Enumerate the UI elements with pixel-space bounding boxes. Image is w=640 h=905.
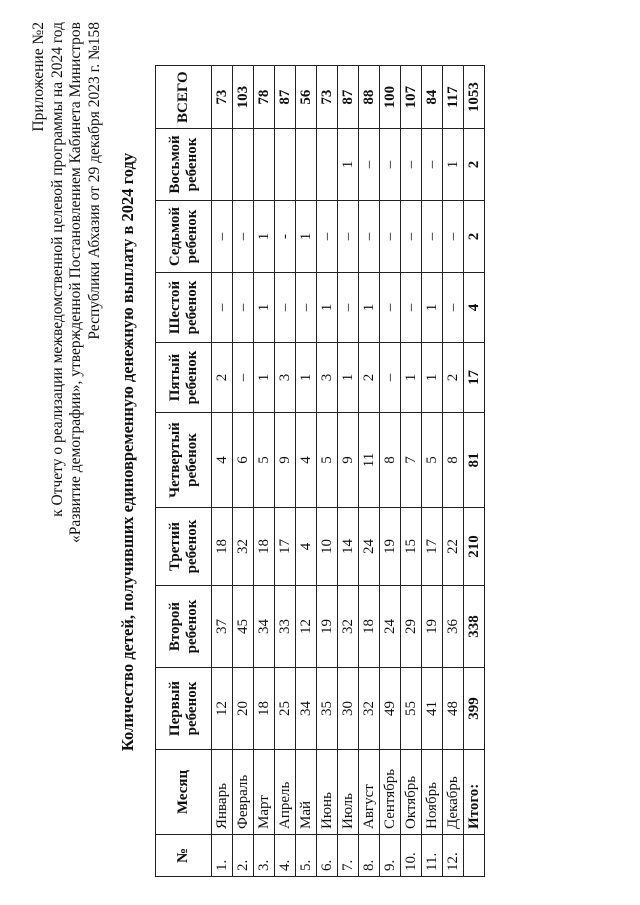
table-row <box>296 66 317 877</box>
total-cell: 210 <box>464 508 485 586</box>
count-cell <box>275 129 296 201</box>
count-cell: 36 <box>443 586 464 668</box>
count-cell: 1 <box>296 343 317 413</box>
count-cell: 100 <box>380 66 401 129</box>
column-header: Восьмой ребенок <box>156 129 212 201</box>
count-cell: 14 <box>338 508 359 586</box>
table-row <box>317 66 338 877</box>
count-cell: 9 <box>275 413 296 508</box>
count-cell: 5 <box>317 413 338 508</box>
header-line-4: Республики Абхазия от 29 декабря 2023 г. №158 <box>85 22 103 340</box>
count-cell: 73 <box>212 66 233 129</box>
table-row <box>338 66 359 877</box>
count-cell: 29 <box>401 586 422 668</box>
count-cell: 1 <box>254 343 275 413</box>
month-cell: Сентябрь <box>380 750 401 835</box>
count-cell: 1 <box>443 129 464 201</box>
month-cell: Февраль <box>233 750 254 835</box>
count-cell: 117 <box>443 66 464 129</box>
column-header: Третий ребенок <box>156 508 212 586</box>
count-cell: 84 <box>422 66 443 129</box>
count-cell: 78 <box>254 66 275 129</box>
table-row <box>443 66 464 877</box>
table-row <box>401 66 422 877</box>
table-row <box>275 66 296 877</box>
month-cell: Август <box>359 750 380 835</box>
count-cell: 107 <box>401 66 422 129</box>
count-cell <box>254 129 275 201</box>
count-cell: – <box>338 273 359 343</box>
row-number: 9. <box>380 835 401 877</box>
column-header: Первый ребенок <box>156 668 212 750</box>
count-cell: 6 <box>233 413 254 508</box>
count-cell: 1 <box>296 201 317 273</box>
count-cell: – <box>380 343 401 413</box>
count-cell: – <box>380 201 401 273</box>
column-header: Седьмой ребенок <box>156 201 212 273</box>
total-cell: 4 <box>464 273 485 343</box>
count-cell: – <box>233 273 254 343</box>
count-cell: – <box>380 273 401 343</box>
count-cell: 1 <box>254 273 275 343</box>
column-header: Второй ребенок <box>156 586 212 668</box>
table-header-row <box>156 66 212 877</box>
count-cell: 2 <box>359 343 380 413</box>
count-cell: – <box>401 273 422 343</box>
count-cell: 18 <box>254 508 275 586</box>
document-title: Количество детей, получивших единовременную денежную выплату в 2024 году <box>118 152 137 752</box>
column-header: Пятый ребенок <box>156 343 212 413</box>
count-cell: 15 <box>401 508 422 586</box>
count-cell <box>233 129 254 201</box>
count-cell: – <box>401 201 422 273</box>
count-cell: 87 <box>338 66 359 129</box>
count-cell: 32 <box>338 586 359 668</box>
row-number: 6. <box>317 835 338 877</box>
count-cell <box>212 129 233 201</box>
total-cell: 399 <box>464 668 485 750</box>
count-cell: 19 <box>422 586 443 668</box>
count-cell: 1 <box>422 273 443 343</box>
row-number: 12. <box>443 835 464 877</box>
count-cell: 22 <box>443 508 464 586</box>
table-row <box>359 66 380 877</box>
count-cell: – <box>275 273 296 343</box>
count-cell: – <box>359 129 380 201</box>
count-cell: 12 <box>212 668 233 750</box>
table-row <box>380 66 401 877</box>
count-cell: – <box>422 129 443 201</box>
table-row <box>233 66 254 877</box>
month-cell: Декабрь <box>443 750 464 835</box>
row-number: 4. <box>275 835 296 877</box>
count-cell: 24 <box>359 508 380 586</box>
count-cell: 5 <box>254 413 275 508</box>
row-number: 2. <box>233 835 254 877</box>
count-cell: – <box>380 129 401 201</box>
count-cell: – <box>422 201 443 273</box>
column-header: № <box>156 835 212 877</box>
count-cell: 2 <box>212 343 233 413</box>
month-cell: Октябрь <box>401 750 422 835</box>
month-cell: Март <box>254 750 275 835</box>
month-cell: Апрель <box>275 750 296 835</box>
count-cell: 19 <box>317 586 338 668</box>
table-row <box>254 66 275 877</box>
count-cell: 7 <box>401 413 422 508</box>
count-cell: 55 <box>401 668 422 750</box>
count-cell: 45 <box>233 586 254 668</box>
row-number: 5. <box>296 835 317 877</box>
count-cell: 4 <box>212 413 233 508</box>
total-cell: 2 <box>464 201 485 273</box>
row-number: 8. <box>359 835 380 877</box>
month-cell: Июль <box>338 750 359 835</box>
count-cell: 37 <box>212 586 233 668</box>
count-cell: – <box>317 201 338 273</box>
table-row <box>422 66 443 877</box>
count-cell: 4 <box>296 413 317 508</box>
count-cell: 3 <box>317 343 338 413</box>
count-cell: – <box>359 201 380 273</box>
count-cell: 4 <box>296 508 317 586</box>
column-header: Месяц <box>156 750 212 835</box>
count-cell: – <box>443 201 464 273</box>
totals-row <box>464 66 485 877</box>
table-body <box>212 66 485 877</box>
count-cell: 30 <box>338 668 359 750</box>
count-cell: 41 <box>422 668 443 750</box>
count-cell: 73 <box>317 66 338 129</box>
row-number: 11. <box>422 835 443 877</box>
count-cell: 103 <box>233 66 254 129</box>
count-cell: – <box>233 343 254 413</box>
header-line-3: «Развитие демографии», утвержденной Постановлением Кабинета Министров <box>67 22 84 544</box>
header-line-1: Приложение №2 <box>30 22 47 132</box>
count-cell: 1 <box>422 343 443 413</box>
total-cell: 2 <box>464 129 485 201</box>
row-number: 10. <box>401 835 422 877</box>
count-cell: 49 <box>380 668 401 750</box>
total-cell <box>464 835 485 877</box>
row-number: 1. <box>212 835 233 877</box>
count-cell: 9 <box>338 413 359 508</box>
count-cell: 56 <box>296 66 317 129</box>
count-cell: 17 <box>422 508 443 586</box>
total-cell: 17 <box>464 343 485 413</box>
count-cell: 1 <box>317 273 338 343</box>
count-cell: – <box>443 273 464 343</box>
column-header: Четвертый ребенок <box>156 413 212 508</box>
row-number: 3. <box>254 835 275 877</box>
count-cell: 18 <box>254 668 275 750</box>
count-cell: 3 <box>275 343 296 413</box>
payments-table <box>155 65 485 877</box>
count-cell: 34 <box>296 668 317 750</box>
row-number: 7. <box>338 835 359 877</box>
count-cell: 33 <box>275 586 296 668</box>
count-cell: 1 <box>254 201 275 273</box>
count-cell: 5 <box>422 413 443 508</box>
count-cell: – <box>401 129 422 201</box>
count-cell: 8 <box>380 413 401 508</box>
count-cell <box>296 129 317 201</box>
count-cell <box>317 129 338 201</box>
count-cell: 8 <box>443 413 464 508</box>
count-cell: 12 <box>296 586 317 668</box>
count-cell: 34 <box>254 586 275 668</box>
count-cell: – <box>212 201 233 273</box>
month-cell: Январь <box>212 750 233 835</box>
count-cell: 2 <box>443 343 464 413</box>
count-cell: 1 <box>359 273 380 343</box>
appendix-header <box>30 22 104 543</box>
count-cell: 1 <box>338 343 359 413</box>
header-line-2: к Отчету о реализации межведомственной целевой программы на 2024 год <box>48 22 66 517</box>
total-cell: 81 <box>464 413 485 508</box>
count-cell: 32 <box>359 668 380 750</box>
count-cell: 20 <box>233 668 254 750</box>
count-cell: 10 <box>317 508 338 586</box>
count-cell: 87 <box>275 66 296 129</box>
table-row <box>212 66 233 877</box>
count-cell: 25 <box>275 668 296 750</box>
count-cell: 18 <box>359 586 380 668</box>
count-cell: 32 <box>233 508 254 586</box>
column-header: Шестой ребенок <box>156 273 212 343</box>
total-cell: 338 <box>464 586 485 668</box>
count-cell: – <box>212 273 233 343</box>
count-cell: 1 <box>338 129 359 201</box>
month-cell: Ноябрь <box>422 750 443 835</box>
count-cell: 11 <box>359 413 380 508</box>
count-cell: 19 <box>380 508 401 586</box>
count-cell: – <box>233 201 254 273</box>
column-header: ВСЕГО <box>156 66 212 129</box>
count-cell: 88 <box>359 66 380 129</box>
count-cell: 17 <box>275 508 296 586</box>
totals-label: Итого: <box>464 750 485 835</box>
count-cell: - <box>275 201 296 273</box>
count-cell: 24 <box>380 586 401 668</box>
count-cell: 48 <box>443 668 464 750</box>
count-cell: 18 <box>212 508 233 586</box>
count-cell: 35 <box>317 668 338 750</box>
document-page <box>20 12 620 892</box>
month-cell: Июнь <box>317 750 338 835</box>
total-cell: 1053 <box>464 66 485 129</box>
count-cell: – <box>296 273 317 343</box>
month-cell: Май <box>296 750 317 835</box>
count-cell: 1 <box>401 343 422 413</box>
count-cell: – <box>338 201 359 273</box>
